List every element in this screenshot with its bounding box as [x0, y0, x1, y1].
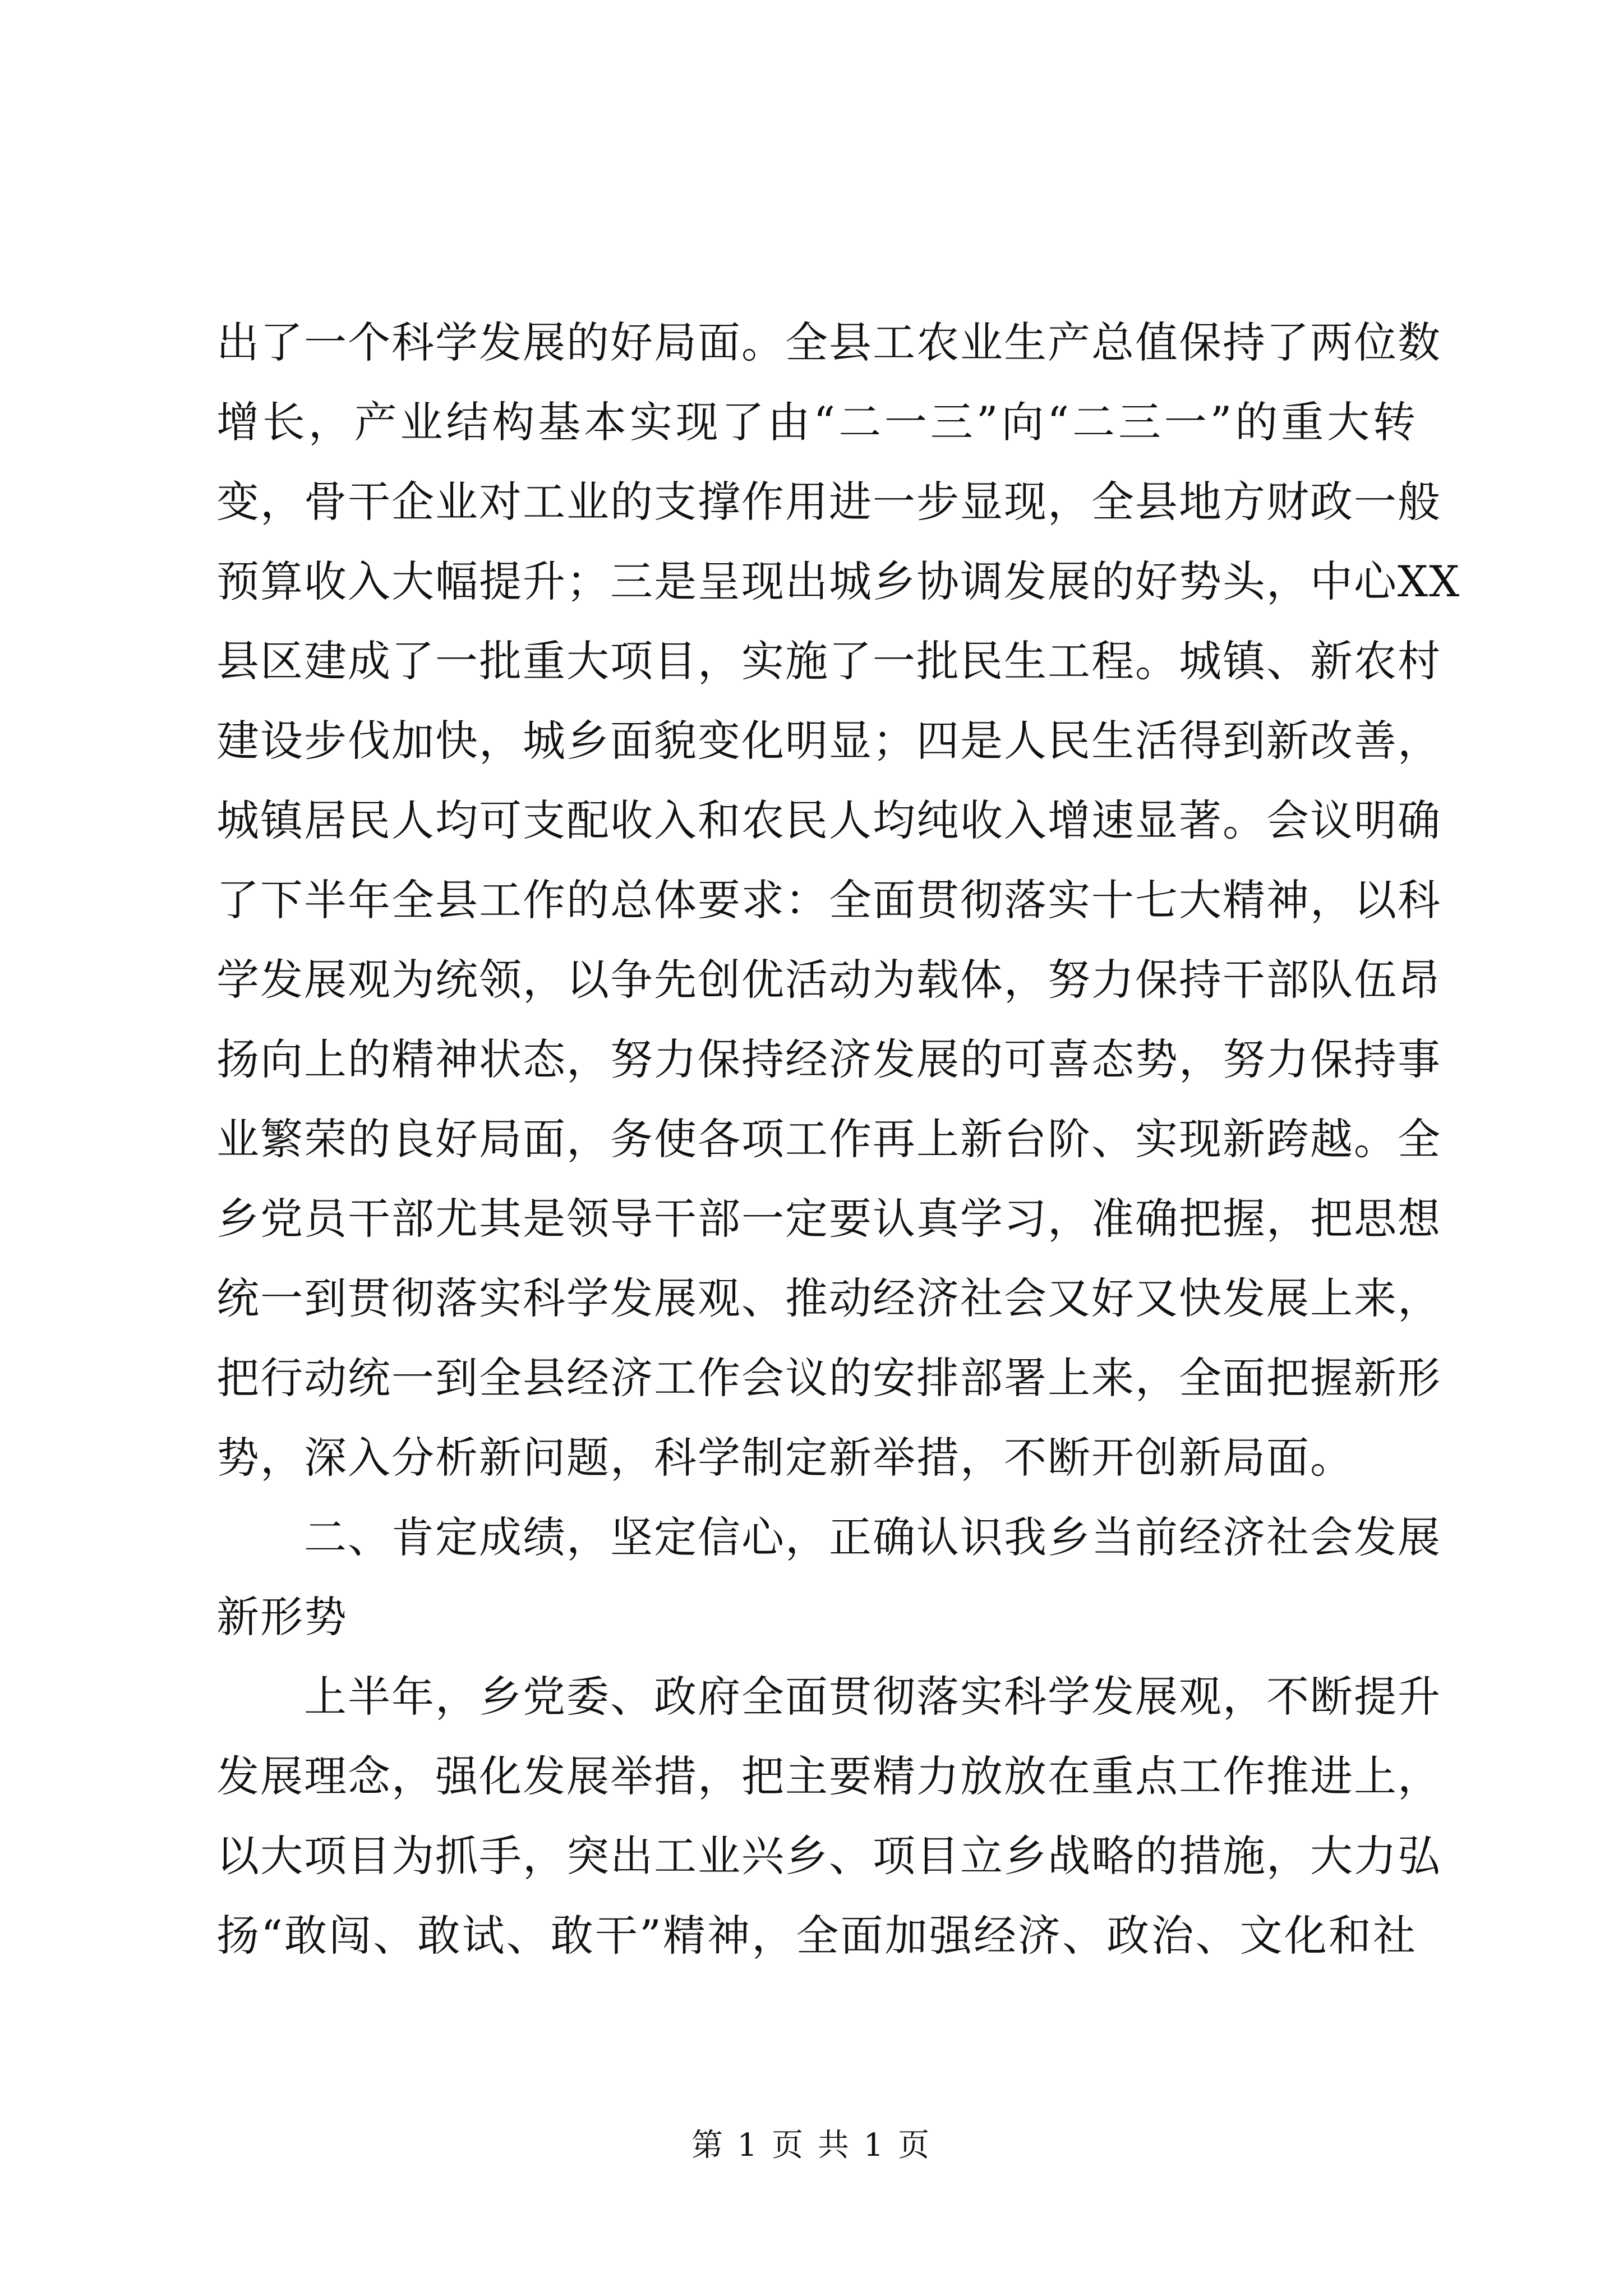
text-line: 扬向上的精神状态，努力保持经济发展的可喜态势，努力保持事	[216, 1034, 1441, 1084]
text-line: 建设步伐加快，城乡面貌变化明显；四是人民生活得到新改善，	[216, 716, 1441, 766]
text-line: 乡党员干部尤其是领导干部一定要认真学习，准确把握，把思想	[216, 1194, 1441, 1244]
text-line: 新形势	[216, 1592, 348, 1642]
text-line: 城镇居民人均可支配收入和农民人均纯收入增速显著。会议明确	[216, 795, 1441, 845]
text-line: 学发展观为统领，以争先创优活动为载体，努力保持干部队伍昂	[216, 955, 1441, 1005]
text-line: 把行动统一到全县经济工作会议的安排部署上来，全面把握新形	[216, 1353, 1441, 1403]
text-line: 了下半年全县工作的总体要求：全面贯彻落实十七大精神，以科	[216, 875, 1441, 925]
page-footer: 第 1 页 共 1 页	[691, 2127, 932, 2164]
text-line: 发展理念，强化发展举措，把主要精力放放在重点工作推进上，	[216, 1751, 1441, 1801]
text-line: 预算收入大幅提升；三是呈现出城乡协调发展的好势头，中心XX	[216, 556, 1461, 606]
text-line: 统一到贯彻落实科学发展观、推动经济社会又好又快发展上来，	[216, 1273, 1441, 1323]
text-line: 二、肯定成绩，坚定信心，正确认识我乡当前经济社会发展	[216, 1512, 1441, 1562]
text-line: 势，深入分析新问题，科学制定新举措，不断开创新局面。	[216, 1433, 1354, 1483]
text-line: 扬“敢闯、敢试、敢干”精神，全面加强经济、政治、文化和社	[216, 1911, 1417, 1961]
text-line: 业繁荣的良好局面，务使各项工作再上新台阶、实现新跨越。全	[216, 1114, 1441, 1164]
text-line: 以大项目为抓手，突出工业兴乡、项目立乡战略的措施，大力弘	[216, 1831, 1441, 1881]
text-line: 增长，产业结构基本实现了由“二一三”向“二三一”的重大转	[216, 397, 1417, 447]
text-line: 县区建成了一批重大项目，实施了一批民生工程。城镇、新农村	[216, 636, 1441, 686]
text-line: 变，骨干企业对工业的支撑作用进一步显现，全县地方财政一般	[216, 477, 1441, 527]
text-line: 上半年，乡党委、政府全面贯彻落实科学发展观，不断提升	[216, 1672, 1441, 1722]
document-body	[216, 303, 1461, 1976]
text-line: 出了一个科学发展的好局面。全县工农业生产总值保持了两位数	[216, 318, 1441, 367]
